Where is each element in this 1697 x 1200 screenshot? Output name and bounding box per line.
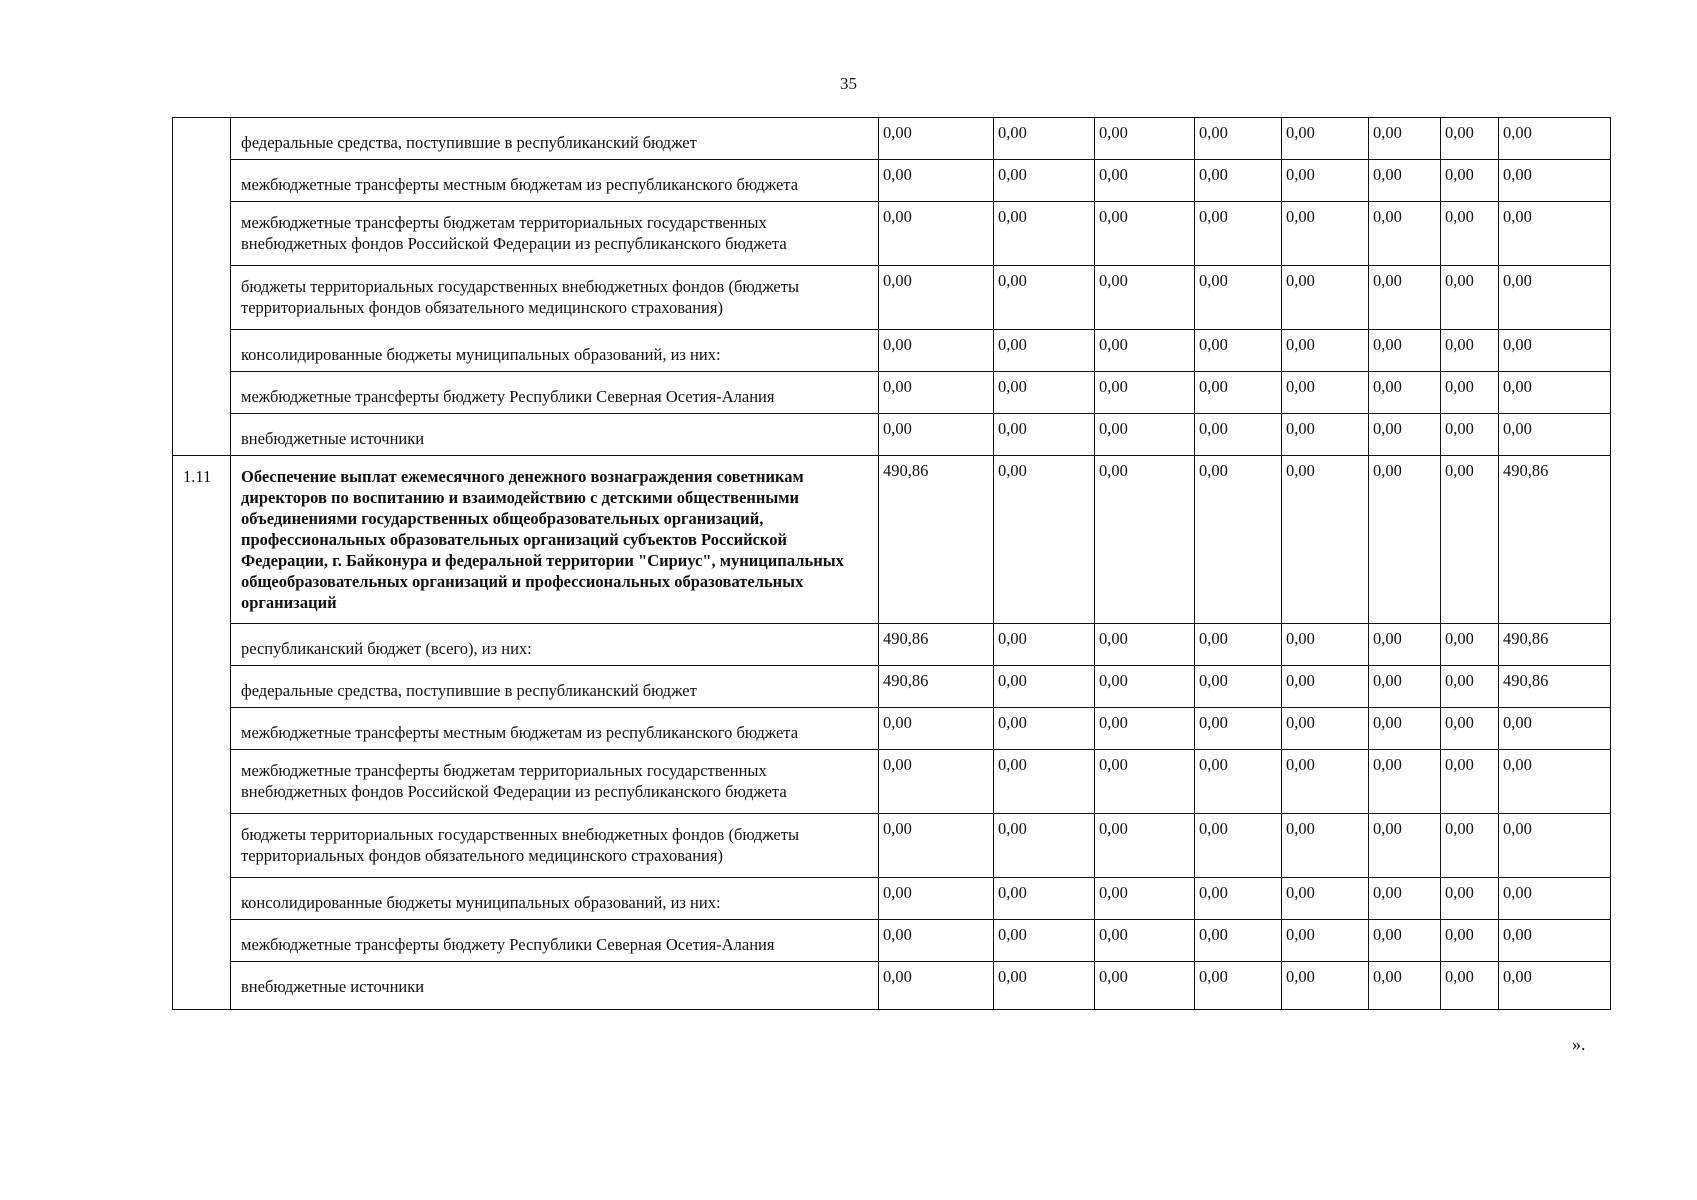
table-row xyxy=(173,708,1611,750)
value-cell: 0,00 xyxy=(1369,962,1441,1010)
value-cell: 0,00 xyxy=(994,750,1095,814)
value-cell: 0,00 xyxy=(879,266,994,330)
table-row xyxy=(173,160,1611,202)
value-cell: 0,00 xyxy=(1282,878,1369,920)
row-label-cell: бюджеты территориальных государственных внебюджетных фондов (бюджеты территориальных фондов обязательного медицинского страхования) xyxy=(231,266,879,330)
value-cell: 0,00 xyxy=(1441,624,1499,666)
row-label-cell: бюджеты территориальных государственных внебюджетных фондов (бюджеты территориальных фондов обязательного медицинского страхования) xyxy=(231,814,879,878)
value-cell: 490,86 xyxy=(1499,666,1611,708)
row-label-cell: федеральные средства, поступившие в республиканский бюджет xyxy=(231,118,879,160)
value-cell: 0,00 xyxy=(1369,666,1441,708)
value-cell: 0,00 xyxy=(1195,266,1282,330)
value-cell: 0,00 xyxy=(1369,920,1441,962)
value-cell: 0,00 xyxy=(1499,920,1611,962)
value-cell: 490,86 xyxy=(879,624,994,666)
closing-quote: ». xyxy=(1572,1034,1586,1054)
value-cell: 0,00 xyxy=(1095,624,1195,666)
value-cell: 0,00 xyxy=(1095,330,1195,372)
value-cell: 490,86 xyxy=(879,666,994,708)
table-row xyxy=(173,666,1611,708)
value-cell: 0,00 xyxy=(879,414,994,456)
value-cell: 0,00 xyxy=(1095,878,1195,920)
value-cell: 0,00 xyxy=(1369,202,1441,266)
row-label-cell: межбюджетные трансферты бюджету Республики Северная Осетия-Алания xyxy=(231,372,879,414)
table-row xyxy=(173,266,1611,330)
value-cell: 0,00 xyxy=(1195,920,1282,962)
row-label-cell: межбюджетные трансферты бюджету Республики Северная Осетия-Алания xyxy=(231,920,879,962)
value-cell: 0,00 xyxy=(994,266,1095,330)
value-cell: 0,00 xyxy=(1282,920,1369,962)
value-cell: 0,00 xyxy=(879,160,994,202)
value-cell: 0,00 xyxy=(1441,330,1499,372)
value-cell: 0,00 xyxy=(879,118,994,160)
value-cell: 0,00 xyxy=(1282,202,1369,266)
value-cell: 0,00 xyxy=(1195,666,1282,708)
row-label-cell: межбюджетные трансферты местным бюджетам из республиканского бюджета xyxy=(231,708,879,750)
value-cell: 0,00 xyxy=(1282,750,1369,814)
value-cell: 0,00 xyxy=(879,962,994,1010)
value-cell: 0,00 xyxy=(1195,750,1282,814)
value-cell: 0,00 xyxy=(1499,160,1611,202)
value-cell: 0,00 xyxy=(1195,878,1282,920)
value-cell: 0,00 xyxy=(1499,202,1611,266)
row-label-cell: Обеспечение выплат ежемесячного денежного вознаграждения советникам директоров по воспитанию и взаимодействию с детскими общественными объединениями государственных общеобразовательных организаций, профессиональных образовательных организаций субъектов Российской Федерации, г. Байконура и федеральной территории "Сириус", муниципальных общеобразовательных организаций и профессиональных образовательных организаций xyxy=(231,456,879,624)
value-cell: 0,00 xyxy=(1369,878,1441,920)
value-cell: 0,00 xyxy=(1499,266,1611,330)
table-row xyxy=(173,456,1611,624)
value-cell: 0,00 xyxy=(1195,708,1282,750)
value-cell: 0,00 xyxy=(1282,456,1369,624)
value-cell: 0,00 xyxy=(994,920,1095,962)
row-label-cell: федеральные средства, поступившие в республиканский бюджет xyxy=(231,666,879,708)
value-cell: 0,00 xyxy=(1369,266,1441,330)
value-cell: 0,00 xyxy=(879,878,994,920)
value-cell: 0,00 xyxy=(1499,814,1611,878)
value-cell: 0,00 xyxy=(994,878,1095,920)
value-cell: 0,00 xyxy=(879,330,994,372)
value-cell: 0,00 xyxy=(1095,456,1195,624)
value-cell: 0,00 xyxy=(1095,372,1195,414)
value-cell: 0,00 xyxy=(1369,372,1441,414)
table-row xyxy=(173,118,1611,160)
value-cell: 0,00 xyxy=(1095,160,1195,202)
table-row xyxy=(173,750,1611,814)
value-cell: 0,00 xyxy=(1441,920,1499,962)
value-cell: 0,00 xyxy=(1282,708,1369,750)
value-cell: 0,00 xyxy=(1282,118,1369,160)
value-cell: 0,00 xyxy=(1095,814,1195,878)
value-cell: 0,00 xyxy=(1441,414,1499,456)
value-cell: 0,00 xyxy=(1195,456,1282,624)
value-cell: 0,00 xyxy=(1369,814,1441,878)
table-row xyxy=(173,624,1611,666)
value-cell: 0,00 xyxy=(1441,750,1499,814)
row-index-cell xyxy=(173,118,231,456)
table-row xyxy=(173,202,1611,266)
value-cell: 0,00 xyxy=(879,920,994,962)
value-cell: 0,00 xyxy=(1195,118,1282,160)
table-row xyxy=(173,814,1611,878)
value-cell: 490,86 xyxy=(1499,624,1611,666)
value-cell: 0,00 xyxy=(994,814,1095,878)
row-label-cell: внебюджетные источники xyxy=(231,414,879,456)
value-cell: 0,00 xyxy=(1282,330,1369,372)
row-index-cell: 1.11 xyxy=(173,456,231,1010)
value-cell: 0,00 xyxy=(879,814,994,878)
value-cell: 0,00 xyxy=(1441,666,1499,708)
value-cell: 0,00 xyxy=(994,708,1095,750)
value-cell: 0,00 xyxy=(1282,814,1369,878)
value-cell: 0,00 xyxy=(1369,414,1441,456)
value-cell: 0,00 xyxy=(879,202,994,266)
value-cell: 0,00 xyxy=(994,962,1095,1010)
value-cell: 0,00 xyxy=(1499,118,1611,160)
table-row xyxy=(173,878,1611,920)
value-cell: 0,00 xyxy=(994,666,1095,708)
value-cell: 0,00 xyxy=(1095,118,1195,160)
value-cell: 0,00 xyxy=(994,624,1095,666)
value-cell: 0,00 xyxy=(1195,414,1282,456)
table-row xyxy=(173,920,1611,962)
row-label-cell: межбюджетные трансферты местным бюджетам из республиканского бюджета xyxy=(231,160,879,202)
row-label-cell: консолидированные бюджеты муниципальных образований, из них: xyxy=(231,878,879,920)
value-cell: 0,00 xyxy=(994,414,1095,456)
value-cell: 0,00 xyxy=(1499,878,1611,920)
value-cell: 0,00 xyxy=(1441,708,1499,750)
value-cell: 0,00 xyxy=(1095,750,1195,814)
value-cell: 0,00 xyxy=(1195,202,1282,266)
budget-table xyxy=(172,117,1611,1010)
value-cell: 0,00 xyxy=(1195,814,1282,878)
value-cell: 0,00 xyxy=(1282,160,1369,202)
value-cell: 0,00 xyxy=(994,456,1095,624)
value-cell: 0,00 xyxy=(1369,330,1441,372)
value-cell: 0,00 xyxy=(1441,962,1499,1010)
table-row xyxy=(173,372,1611,414)
page-number: 35 xyxy=(840,74,857,93)
value-cell: 0,00 xyxy=(1095,666,1195,708)
value-cell: 0,00 xyxy=(1499,750,1611,814)
value-cell: 0,00 xyxy=(994,372,1095,414)
value-cell: 0,00 xyxy=(1441,878,1499,920)
table-body xyxy=(173,118,1611,1010)
value-cell: 490,86 xyxy=(1499,456,1611,624)
value-cell: 0,00 xyxy=(994,202,1095,266)
value-cell: 0,00 xyxy=(879,708,994,750)
value-cell: 0,00 xyxy=(1282,266,1369,330)
row-label-cell: республиканский бюджет (всего), из них: xyxy=(231,624,879,666)
row-label-cell: внебюджетные источники xyxy=(231,962,879,1010)
value-cell: 0,00 xyxy=(1095,414,1195,456)
value-cell: 0,00 xyxy=(1441,160,1499,202)
value-cell: 0,00 xyxy=(1282,372,1369,414)
value-cell: 0,00 xyxy=(1441,814,1499,878)
value-cell: 0,00 xyxy=(1441,118,1499,160)
value-cell: 0,00 xyxy=(1095,202,1195,266)
value-cell: 0,00 xyxy=(1499,962,1611,1010)
value-cell: 0,00 xyxy=(1441,372,1499,414)
value-cell: 0,00 xyxy=(1369,456,1441,624)
table-row xyxy=(173,330,1611,372)
value-cell: 0,00 xyxy=(1369,624,1441,666)
value-cell: 0,00 xyxy=(1499,372,1611,414)
value-cell: 0,00 xyxy=(1369,160,1441,202)
value-cell: 490,86 xyxy=(879,456,994,624)
value-cell: 0,00 xyxy=(1095,920,1195,962)
value-cell: 0,00 xyxy=(1499,414,1611,456)
value-cell: 0,00 xyxy=(1095,266,1195,330)
value-cell: 0,00 xyxy=(1369,118,1441,160)
value-cell: 0,00 xyxy=(1441,202,1499,266)
value-cell: 0,00 xyxy=(1282,414,1369,456)
value-cell: 0,00 xyxy=(879,372,994,414)
value-cell: 0,00 xyxy=(1282,962,1369,1010)
value-cell: 0,00 xyxy=(994,330,1095,372)
value-cell: 0,00 xyxy=(994,118,1095,160)
value-cell: 0,00 xyxy=(1282,624,1369,666)
value-cell: 0,00 xyxy=(879,750,994,814)
value-cell: 0,00 xyxy=(1282,666,1369,708)
value-cell: 0,00 xyxy=(1441,456,1499,624)
table-row xyxy=(173,414,1611,456)
value-cell: 0,00 xyxy=(1195,624,1282,666)
table-row xyxy=(173,962,1611,1010)
value-cell: 0,00 xyxy=(1095,962,1195,1010)
value-cell: 0,00 xyxy=(1195,330,1282,372)
value-cell: 0,00 xyxy=(994,160,1095,202)
value-cell: 0,00 xyxy=(1441,266,1499,330)
value-cell: 0,00 xyxy=(1499,330,1611,372)
row-label-cell: межбюджетные трансферты бюджетам территориальных государственных внебюджетных фондов Российской Федерации из республиканского бюджета xyxy=(231,750,879,814)
value-cell: 0,00 xyxy=(1369,750,1441,814)
row-label-cell: консолидированные бюджеты муниципальных образований, из них: xyxy=(231,330,879,372)
value-cell: 0,00 xyxy=(1195,160,1282,202)
value-cell: 0,00 xyxy=(1195,372,1282,414)
value-cell: 0,00 xyxy=(1095,708,1195,750)
row-label-cell: межбюджетные трансферты бюджетам территориальных государственных внебюджетных фондов Российской Федерации из республиканского бюджета xyxy=(231,202,879,266)
value-cell: 0,00 xyxy=(1195,962,1282,1010)
value-cell: 0,00 xyxy=(1499,708,1611,750)
value-cell: 0,00 xyxy=(1369,708,1441,750)
